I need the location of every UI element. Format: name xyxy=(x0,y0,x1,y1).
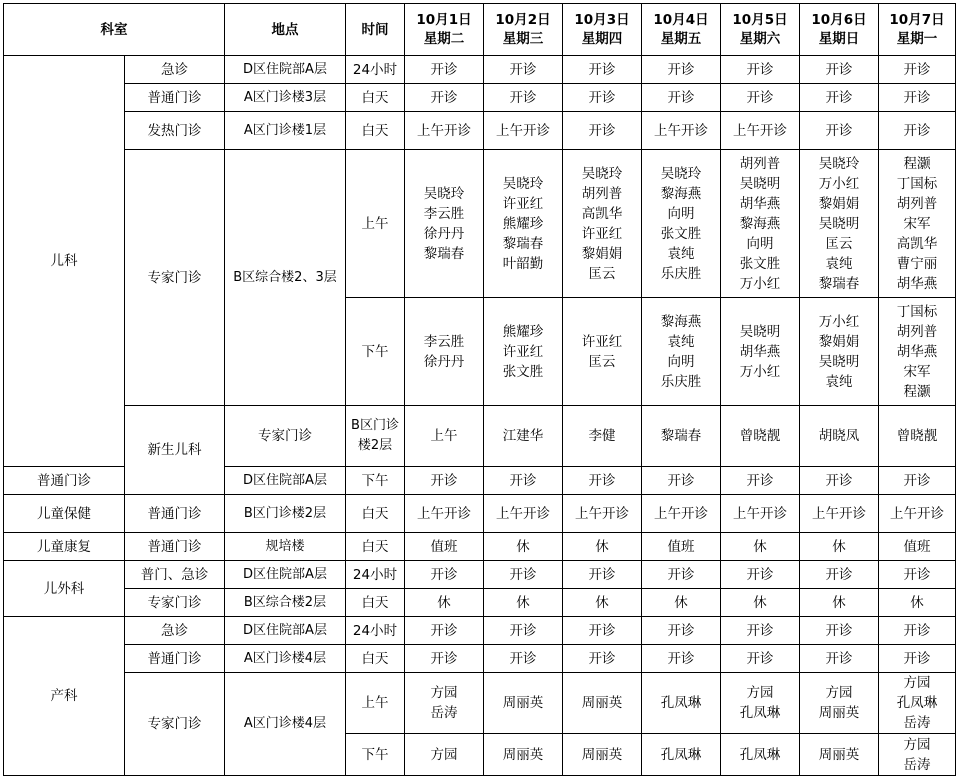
doctor-name: 周丽英 xyxy=(818,705,860,721)
clinic-time: 上午 xyxy=(346,673,405,734)
doctor-list xyxy=(642,734,721,776)
clinic-name: 专家门诊 xyxy=(125,150,225,406)
doctor-list xyxy=(405,734,484,776)
day-cell: 开诊 xyxy=(484,56,563,84)
doctor-name: 吴晓玲 xyxy=(581,165,623,182)
doctor-list xyxy=(879,734,956,776)
table-row xyxy=(4,533,956,561)
day-cell: 开诊 xyxy=(800,112,879,150)
clinic-location: B区门诊楼2层 xyxy=(346,406,405,467)
clinic-location: 规培楼 xyxy=(225,533,346,561)
day-cell: 上午开诊 xyxy=(642,112,721,150)
doctor-name: 吴晓玲 xyxy=(660,165,702,182)
doctor-list xyxy=(405,298,484,406)
clinic-time: 下午 xyxy=(346,467,405,495)
table-row xyxy=(4,406,956,467)
doctor-list xyxy=(642,673,721,734)
day-cell: 上午开诊 xyxy=(879,495,956,533)
doctor-name: 袁纯 xyxy=(667,333,695,350)
dept-pediatrics: 儿科 xyxy=(4,56,125,467)
doctor-name: 熊耀珍 xyxy=(502,323,544,340)
doctor-name: 吴晓明 xyxy=(818,215,860,232)
table-row xyxy=(4,673,956,734)
clinic-name: 普通门诊 xyxy=(125,84,225,112)
doctor-name: 张文胜 xyxy=(660,225,702,242)
clinic-time: 下午 xyxy=(346,734,405,776)
day-cell: 开诊 xyxy=(879,84,956,112)
doctor-name: 袁纯 xyxy=(825,373,853,390)
doctor-list xyxy=(800,673,879,734)
doctor-name: 周丽英 xyxy=(581,695,623,711)
doctor-list xyxy=(484,734,563,776)
day-cell: 开诊 xyxy=(484,84,563,112)
doctor-name: 乐庆胜 xyxy=(660,373,702,390)
doctor-list xyxy=(484,150,563,298)
doctor-name: 黎海燕 xyxy=(660,185,702,202)
clinic-location: A区门诊楼4层 xyxy=(225,645,346,673)
doctor-list xyxy=(405,673,484,734)
doctor-name: 黎娟娟 xyxy=(818,333,860,350)
doctor-name: 丁国标 xyxy=(896,303,938,320)
doctor-list xyxy=(879,150,956,298)
doctor-name: 吴晓明 xyxy=(739,175,781,192)
doctor-name: 黎娟娟 xyxy=(818,195,860,212)
doctor-name: 方园 xyxy=(825,685,853,701)
doctor-name: 吴晓玲 xyxy=(502,175,544,192)
day-cell: 休 xyxy=(800,589,879,617)
clinic-name: 急诊 xyxy=(125,56,225,84)
doctor-name: 吴晓玲 xyxy=(818,155,860,172)
dept-ped-surgery: 儿外科 xyxy=(4,561,125,617)
doctor-name: 匡云 xyxy=(825,235,853,252)
clinic-name: 专家门诊 xyxy=(125,673,225,776)
clinic-time: 白天 xyxy=(346,589,405,617)
doctor-name: 胡列普 xyxy=(581,185,623,202)
day-cell: 上午开诊 xyxy=(721,495,800,533)
day-cell: 开诊 xyxy=(879,617,956,645)
day-cell: 休 xyxy=(563,589,642,617)
doctor-list xyxy=(484,673,563,734)
doctor-name: 岳涛 xyxy=(903,756,931,773)
day-cell: 开诊 xyxy=(642,467,721,495)
day-cell: 值班 xyxy=(405,533,484,561)
day-cell: 开诊 xyxy=(800,617,879,645)
day-cell: 胡晓凤 xyxy=(800,406,879,467)
table-row xyxy=(4,589,956,617)
header-day-6: 10月6日 星期日 xyxy=(800,4,879,56)
day-cell: 开诊 xyxy=(800,467,879,495)
day-cell: 开诊 xyxy=(642,561,721,589)
day-cell: 开诊 xyxy=(721,84,800,112)
doctor-name: 许亚红 xyxy=(581,333,623,350)
doctor-name: 孔凤琳 xyxy=(660,746,702,763)
doctor-name: 黎海燕 xyxy=(739,215,781,232)
doctor-name: 袁纯 xyxy=(667,245,695,262)
doctor-list xyxy=(484,298,563,406)
table-row xyxy=(4,150,956,298)
doctor-name: 黎娟娟 xyxy=(581,245,623,262)
day-cell: 开诊 xyxy=(484,617,563,645)
doctor-name: 熊耀珍 xyxy=(502,215,544,232)
doctor-name: 黎瑞春 xyxy=(423,245,465,262)
day-cell: 开诊 xyxy=(642,84,721,112)
clinic-location: A区门诊楼3层 xyxy=(225,84,346,112)
clinic-location: B区门诊楼2层 xyxy=(225,495,346,533)
doctor-name: 匡云 xyxy=(588,353,616,370)
doctor-name: 向明 xyxy=(746,235,774,252)
doctor-list xyxy=(721,150,800,298)
doctor-name: 胡列普 xyxy=(896,323,938,340)
doctor-name: 岳涛 xyxy=(430,705,458,721)
doctor-name: 方园 xyxy=(903,736,931,753)
doctor-name: 叶韶勤 xyxy=(502,255,544,272)
doctor-list xyxy=(563,734,642,776)
doctor-name: 胡华燕 xyxy=(739,343,781,360)
day-cell: 开诊 xyxy=(721,561,800,589)
day-cell: 休 xyxy=(484,589,563,617)
doctor-name: 程灏 xyxy=(903,155,931,172)
day-cell: 江建华 xyxy=(484,406,563,467)
doctor-name: 徐丹丹 xyxy=(423,353,465,370)
doctor-name: 周丽英 xyxy=(818,746,860,763)
day-cell: 值班 xyxy=(642,533,721,561)
table-row xyxy=(4,112,956,150)
day-cell: 开诊 xyxy=(721,467,800,495)
doctor-name: 孔凤琳 xyxy=(739,746,781,763)
day-cell: 开诊 xyxy=(405,84,484,112)
day-cell: 上午开诊 xyxy=(800,495,879,533)
doctor-name: 胡华燕 xyxy=(896,275,938,292)
doctor-name: 胡华燕 xyxy=(896,343,938,360)
doctor-name: 张文胜 xyxy=(502,363,544,380)
day-cell: 开诊 xyxy=(563,56,642,84)
header-day-2: 10月2日 星期三 xyxy=(484,4,563,56)
day-cell: 李健 xyxy=(563,406,642,467)
doctor-list xyxy=(563,673,642,734)
doctor-name: 孔凤琳 xyxy=(660,695,702,711)
table-row xyxy=(4,84,956,112)
day-cell: 休 xyxy=(563,533,642,561)
day-cell: 曾晓靓 xyxy=(721,406,800,467)
doctor-name: 向明 xyxy=(667,353,695,370)
day-cell: 开诊 xyxy=(879,645,956,673)
doctor-name: 胡列普 xyxy=(739,155,781,172)
doctor-name: 匡云 xyxy=(588,265,616,282)
clinic-name: 普通门诊 xyxy=(4,467,125,495)
day-cell: 休 xyxy=(484,533,563,561)
clinic-location: D区住院部A层 xyxy=(225,467,346,495)
day-cell: 开诊 xyxy=(879,56,956,84)
doctor-list xyxy=(721,298,800,406)
header-day-5: 10月5日 星期六 xyxy=(721,4,800,56)
clinic-time: 24小时 xyxy=(346,56,405,84)
day-cell: 开诊 xyxy=(721,617,800,645)
header-day-1: 10月1日 星期二 xyxy=(405,4,484,56)
day-cell: 开诊 xyxy=(405,467,484,495)
day-cell: 值班 xyxy=(879,533,956,561)
table-row xyxy=(4,617,956,645)
clinic-time: 上午 xyxy=(405,406,484,467)
clinic-location: D区住院部A层 xyxy=(225,617,346,645)
doctor-name: 万小红 xyxy=(739,363,781,380)
clinic-name: 普通门诊 xyxy=(125,645,225,673)
schedule-table xyxy=(3,3,956,776)
dept-child-rehab: 儿童康复 xyxy=(4,533,125,561)
doctor-name: 徐丹丹 xyxy=(423,225,465,242)
doctor-list xyxy=(879,673,956,734)
doctor-list xyxy=(642,150,721,298)
header-location: 地点 xyxy=(225,4,346,56)
doctor-list xyxy=(563,298,642,406)
clinic-location: D区住院部A层 xyxy=(225,561,346,589)
doctor-name: 曹宁丽 xyxy=(896,255,938,272)
doctor-name: 孔凤琳 xyxy=(739,705,781,721)
doctor-name: 万小红 xyxy=(739,275,781,292)
clinic-name: 普门、急诊 xyxy=(125,561,225,589)
doctor-name: 方园 xyxy=(746,685,774,701)
doctor-name: 许亚红 xyxy=(502,343,544,360)
day-cell: 休 xyxy=(721,589,800,617)
day-cell: 开诊 xyxy=(563,645,642,673)
clinic-time: 白天 xyxy=(346,84,405,112)
clinic-location: A区门诊楼1层 xyxy=(225,112,346,150)
doctor-name: 周丽英 xyxy=(502,695,544,711)
day-cell: 开诊 xyxy=(642,645,721,673)
doctor-list xyxy=(721,734,800,776)
doctor-name: 李云胜 xyxy=(423,205,465,222)
clinic-name: 普通门诊 xyxy=(125,533,225,561)
clinic-name: 普通门诊 xyxy=(125,495,225,533)
day-cell: 开诊 xyxy=(800,561,879,589)
day-cell: 上午开诊 xyxy=(563,495,642,533)
doctor-list xyxy=(405,150,484,298)
doctor-name: 孔凤琳 xyxy=(896,695,938,711)
clinic-time: 白天 xyxy=(346,112,405,150)
day-cell: 开诊 xyxy=(563,112,642,150)
doctor-name: 黎瑞春 xyxy=(502,235,544,252)
dept-child-health: 儿童保健 xyxy=(4,495,125,533)
doctor-name: 许亚红 xyxy=(502,195,544,212)
day-cell: 开诊 xyxy=(642,617,721,645)
header-day-7: 10月7日 星期一 xyxy=(879,4,956,56)
clinic-location: A区门诊楼4层 xyxy=(225,673,346,776)
day-cell: 休 xyxy=(800,533,879,561)
doctor-name: 方园 xyxy=(430,685,458,701)
doctor-name: 岳涛 xyxy=(903,715,931,731)
table-row xyxy=(4,56,956,84)
doctor-list xyxy=(800,734,879,776)
header-day-4: 10月4日 星期五 xyxy=(642,4,721,56)
day-cell: 开诊 xyxy=(484,645,563,673)
doctor-name: 高凯华 xyxy=(581,205,623,222)
table-row xyxy=(4,561,956,589)
day-cell: 开诊 xyxy=(879,112,956,150)
doctor-name: 丁国标 xyxy=(896,175,938,192)
doctor-list xyxy=(800,298,879,406)
doctor-list xyxy=(642,298,721,406)
day-cell: 开诊 xyxy=(721,56,800,84)
clinic-name: 专家门诊 xyxy=(125,589,225,617)
doctor-name: 万小红 xyxy=(818,175,860,192)
day-cell: 休 xyxy=(642,589,721,617)
day-cell: 开诊 xyxy=(563,617,642,645)
doctor-name: 万小红 xyxy=(818,313,860,330)
doctor-name: 方园 xyxy=(430,746,458,763)
day-cell: 上午开诊 xyxy=(642,495,721,533)
clinic-time: 白天 xyxy=(346,495,405,533)
day-cell: 休 xyxy=(405,589,484,617)
doctor-name: 袁纯 xyxy=(825,255,853,272)
clinic-time: 24小时 xyxy=(346,617,405,645)
day-cell: 休 xyxy=(721,533,800,561)
doctor-name: 吴晓明 xyxy=(739,323,781,340)
clinic-time: 上午 xyxy=(346,150,405,298)
day-cell: 开诊 xyxy=(800,645,879,673)
clinic-time: 白天 xyxy=(346,533,405,561)
day-cell: 开诊 xyxy=(484,467,563,495)
day-cell: 上午开诊 xyxy=(405,495,484,533)
day-cell: 曾晓靓 xyxy=(879,406,956,467)
doctor-name: 胡华燕 xyxy=(739,195,781,212)
day-cell: 黎瑞春 xyxy=(642,406,721,467)
day-cell: 上午开诊 xyxy=(405,112,484,150)
header-row xyxy=(4,4,956,56)
clinic-location: B区综合楼2层 xyxy=(225,589,346,617)
day-cell: 开诊 xyxy=(405,561,484,589)
doctor-name: 宋军 xyxy=(903,215,931,232)
day-cell: 开诊 xyxy=(721,645,800,673)
day-cell: 休 xyxy=(879,589,956,617)
day-cell: 开诊 xyxy=(405,645,484,673)
doctor-list xyxy=(721,673,800,734)
clinic-name: 急诊 xyxy=(125,617,225,645)
dept-neonatal: 新生儿科 xyxy=(125,406,225,495)
doctor-list xyxy=(879,298,956,406)
dept-obstetrics: 产科 xyxy=(4,617,125,776)
doctor-name: 许亚红 xyxy=(581,225,623,242)
doctor-name: 高凯华 xyxy=(896,235,938,252)
day-cell: 开诊 xyxy=(642,56,721,84)
doctor-name: 李云胜 xyxy=(423,333,465,350)
clinic-time: 下午 xyxy=(346,298,405,406)
doctor-name: 周丽英 xyxy=(581,746,623,763)
clinic-location: D区住院部A层 xyxy=(225,56,346,84)
doctor-list xyxy=(563,150,642,298)
doctor-name: 程灏 xyxy=(903,383,931,400)
doctor-name: 张文胜 xyxy=(739,255,781,272)
day-cell: 开诊 xyxy=(405,56,484,84)
table-row xyxy=(4,495,956,533)
doctor-name: 乐庆胜 xyxy=(660,265,702,282)
day-cell: 开诊 xyxy=(405,617,484,645)
doctor-name: 吴晓玲 xyxy=(423,185,465,202)
day-cell: 开诊 xyxy=(563,467,642,495)
doctor-name: 向明 xyxy=(667,205,695,222)
header-time: 时间 xyxy=(346,4,405,56)
day-cell: 上午开诊 xyxy=(484,495,563,533)
clinic-location: B区综合楼2、3层 xyxy=(225,150,346,406)
clinic-name: 专家门诊 xyxy=(225,406,346,467)
clinic-time: 24小时 xyxy=(346,561,405,589)
doctor-name: 吴晓明 xyxy=(818,353,860,370)
clinic-name: 发热门诊 xyxy=(125,112,225,150)
clinic-time: 白天 xyxy=(346,645,405,673)
doctor-name: 胡列普 xyxy=(896,195,938,212)
day-cell: 开诊 xyxy=(563,561,642,589)
table-row xyxy=(4,645,956,673)
doctor-name: 方园 xyxy=(903,675,931,691)
header-dept: 科室 xyxy=(4,4,225,56)
doctor-name: 黎海燕 xyxy=(660,313,702,330)
doctor-name: 周丽英 xyxy=(502,746,544,763)
day-cell: 开诊 xyxy=(800,56,879,84)
header-day-3: 10月3日 星期四 xyxy=(563,4,642,56)
day-cell: 开诊 xyxy=(484,561,563,589)
doctor-name: 宋军 xyxy=(903,363,931,380)
day-cell: 开诊 xyxy=(563,84,642,112)
doctor-list xyxy=(800,150,879,298)
day-cell: 上午开诊 xyxy=(484,112,563,150)
doctor-name: 黎瑞春 xyxy=(818,275,860,292)
day-cell: 开诊 xyxy=(800,84,879,112)
day-cell: 开诊 xyxy=(879,467,956,495)
day-cell: 开诊 xyxy=(879,561,956,589)
day-cell: 上午开诊 xyxy=(721,112,800,150)
